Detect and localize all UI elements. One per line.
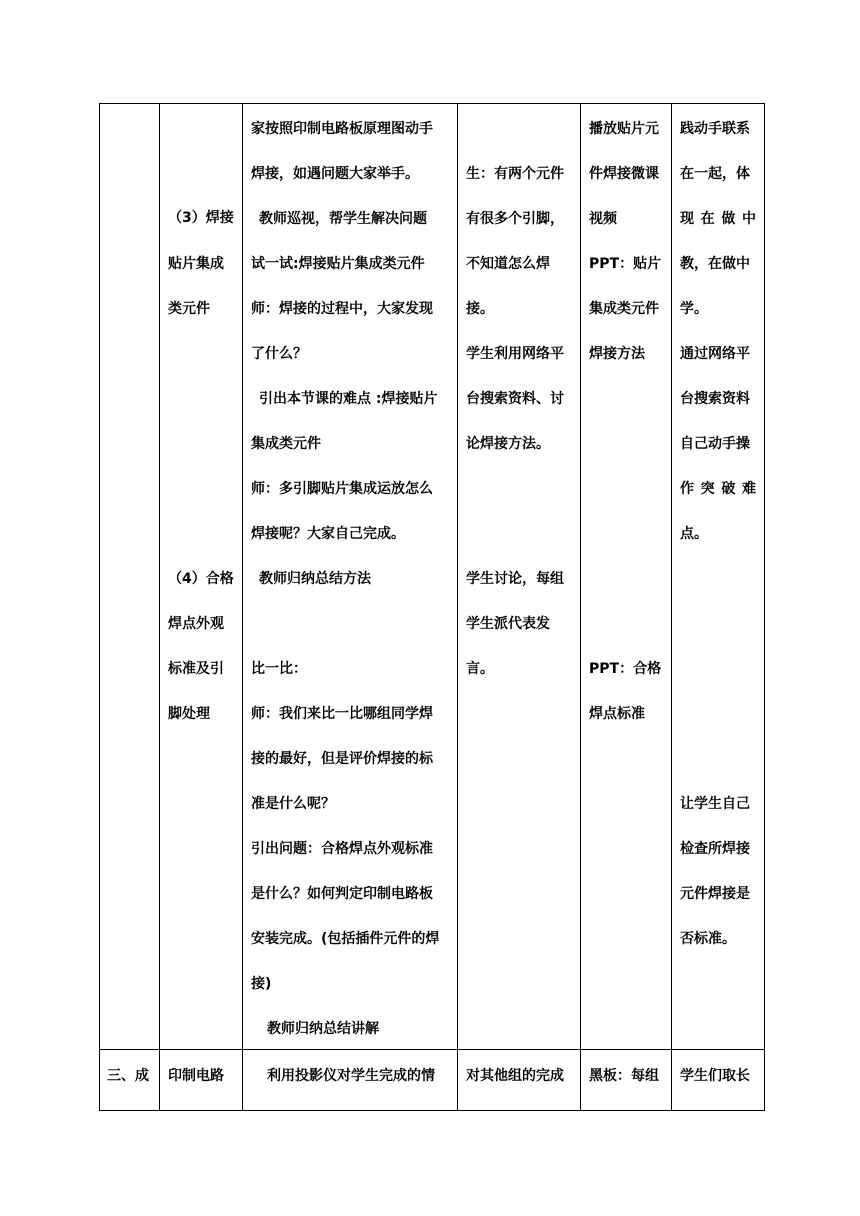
media-line-4: PPT：贴片 xyxy=(589,256,662,272)
intent-line-2: 在一起，体 xyxy=(680,166,750,182)
media-line-5: 集成类元件 xyxy=(589,301,659,317)
intent-line-7: 台搜索资料 xyxy=(680,391,750,407)
student-line-2: 有很多个引脚， xyxy=(466,211,564,227)
col-border-1 xyxy=(159,103,160,1111)
col-border-4 xyxy=(580,103,581,1111)
row-divider xyxy=(99,1049,765,1050)
intent-line-14: 否标准。 xyxy=(680,931,736,947)
media-line-8: 焊点标准 xyxy=(589,706,645,722)
teacher-line-2: 焊接，如遇问题大家举手。 xyxy=(251,166,419,182)
col-border-6 xyxy=(764,103,765,1111)
col-border-5 xyxy=(671,103,672,1111)
student-row2: 对其他组的完成 xyxy=(466,1068,564,1084)
student-line-3: 不知道怎么焊 xyxy=(466,256,550,272)
content-row2: 印制电路 xyxy=(168,1068,224,1084)
teacher-line-3: 教师巡视，帮学生解决问题 xyxy=(259,211,427,227)
table-top-border xyxy=(99,103,765,104)
content-step-4-line3: 标准及引 xyxy=(168,661,224,677)
col-border-0 xyxy=(99,103,100,1111)
media-line-2: 件焊接微课 xyxy=(589,166,659,182)
intent-line-11: 让学生自己 xyxy=(680,796,750,812)
student-line-6: 台搜索资料、讨 xyxy=(466,391,564,407)
teacher-line-8: 集成类元件 xyxy=(251,436,321,452)
intent-line-12: 检查所焊接 xyxy=(680,841,750,857)
teacher-line-13: 师：我们来比一比哪组同学焊 xyxy=(251,706,433,722)
teacher-line-10: 焊接呢？大家自己完成。 xyxy=(251,526,405,542)
content-step-3-line2: 贴片集成 xyxy=(168,256,224,272)
teacher-line-16: 引出问题：合格焊点外观标准 xyxy=(251,841,433,857)
intent-line-1: 践动手联系 xyxy=(680,121,750,137)
col-border-3 xyxy=(457,103,458,1111)
intent-line-4: 教，在做中 xyxy=(680,256,750,272)
media-line-3: 视频 xyxy=(589,211,617,227)
content-step-3-line3: 类元件 xyxy=(168,301,210,317)
student-line-8: 学生讨论，每组 xyxy=(466,571,564,587)
teacher-line-11: 教师归纳总结方法 xyxy=(259,571,371,587)
intent-row2: 学生们取长 xyxy=(680,1068,750,1084)
stage-label-row2: 三、成 xyxy=(107,1068,149,1084)
student-line-1: 生：有两个元件 xyxy=(466,166,564,182)
teacher-line-17: 是什么？如何判定印制电路板 xyxy=(251,886,433,902)
teacher-line-5: 师：焊接的过程中，大家发现 xyxy=(251,301,433,317)
content-step-4-line1: （4）合格 xyxy=(168,571,234,587)
media-line-7: PPT：合格 xyxy=(589,661,662,677)
student-line-4: 接。 xyxy=(466,301,494,317)
teacher-row2: 利用投影仪对学生完成的情 xyxy=(267,1068,435,1084)
content-step-4-line4: 脚处理 xyxy=(168,706,210,722)
student-line-5: 学生利用网络平 xyxy=(466,346,564,362)
intent-line-10: 点。 xyxy=(680,526,708,542)
teacher-line-1: 家按照印制电路板原理图动手 xyxy=(251,121,433,137)
teacher-line-7: 引出本节课的难点 :焊接贴片 xyxy=(259,391,438,407)
student-line-9: 学生派代表发 xyxy=(466,616,550,632)
teacher-line-4: 试一试:焊接贴片集成类元件 xyxy=(251,256,425,272)
intent-line-9: 作 突 破 难 xyxy=(680,481,756,497)
teacher-line-15: 准是什么呢？ xyxy=(251,796,335,812)
teacher-line-19: 接) xyxy=(251,976,272,992)
col-border-2 xyxy=(242,103,243,1111)
content-step-4-line2: 焊点外观 xyxy=(168,616,224,632)
teacher-line-9: 师：多引脚贴片集成运放怎么 xyxy=(251,481,433,497)
teacher-line-12: 比一比： xyxy=(251,661,307,677)
intent-line-5: 学。 xyxy=(680,301,708,317)
intent-line-6: 通过网络平 xyxy=(680,346,750,362)
teacher-line-20: 教师归纳总结讲解 xyxy=(267,1021,379,1037)
table-bottom-border xyxy=(99,1110,765,1111)
media-line-6: 焊接方法 xyxy=(589,346,645,362)
content-step-3-line1: （3）焊接 xyxy=(168,210,234,226)
student-line-10: 言。 xyxy=(466,661,494,677)
student-line-7: 论焊接方法。 xyxy=(466,436,550,452)
teacher-line-18: 安装完成。(包括插件元件的焊 xyxy=(251,931,440,947)
intent-line-8: 自己动手操 xyxy=(680,436,750,452)
media-line-1: 播放贴片元 xyxy=(589,121,659,137)
media-row2: 黑板：每组 xyxy=(589,1068,659,1084)
teacher-line-6: 了什么？ xyxy=(251,346,307,362)
teacher-line-14: 接的最好，但是评价焊接的标 xyxy=(251,751,433,767)
intent-line-13: 元件焊接是 xyxy=(680,886,750,902)
intent-line-3: 现 在 做 中 xyxy=(680,211,756,227)
